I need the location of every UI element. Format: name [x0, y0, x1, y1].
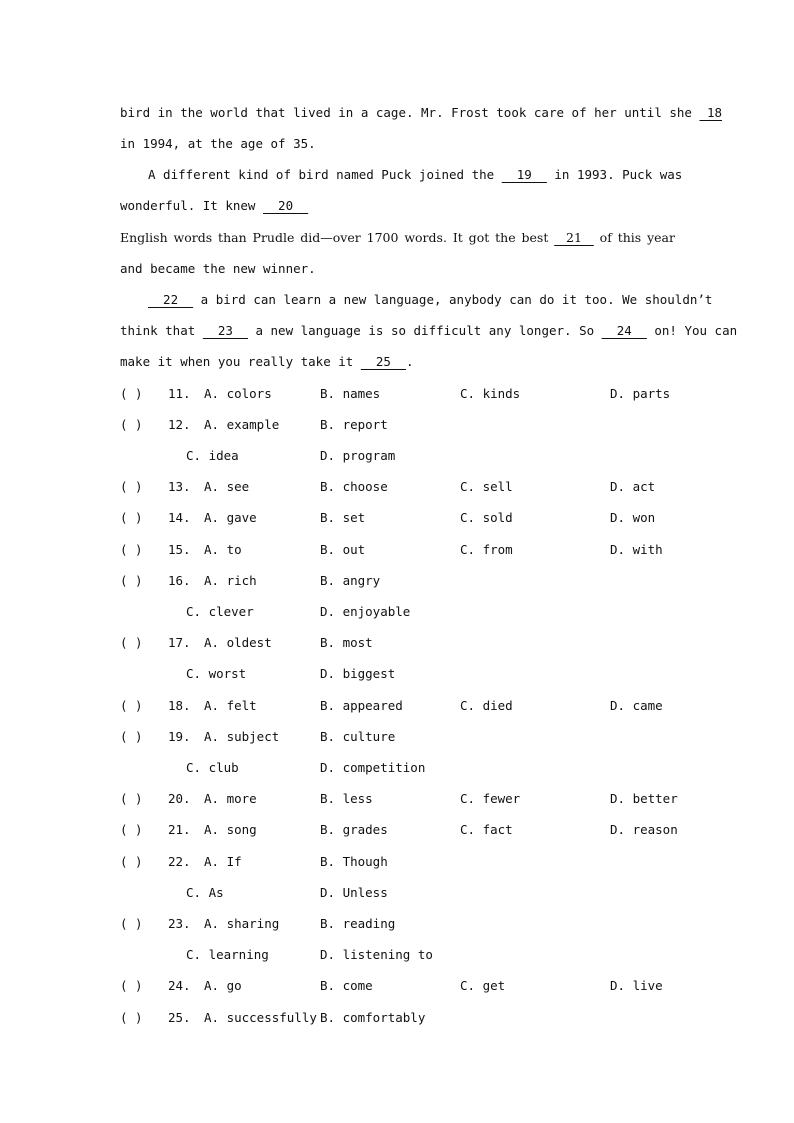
option-a: A. rich	[204, 573, 257, 588]
option-a: A. colors	[204, 386, 272, 401]
passage-line-4: wonderful. It knew 20	[120, 198, 309, 213]
option-d: D. Unless	[320, 885, 388, 900]
question-17-row-2	[120, 666, 680, 682]
answer-paren[interactable]: ( )	[120, 698, 143, 713]
question-16-row-2	[120, 604, 680, 620]
option-a: A. felt	[204, 698, 257, 713]
option-b: B. choose	[320, 479, 388, 494]
option-d: D. with	[610, 542, 663, 557]
answer-paren[interactable]: ( )	[120, 791, 143, 806]
option-b: B. come	[320, 978, 373, 993]
question-number: 23.	[168, 916, 191, 931]
option-d: D. program	[320, 448, 396, 463]
option-d: D. listening to	[320, 947, 433, 962]
option-d: D. reason	[610, 822, 678, 837]
passage-line-2: in 1994, at the age of 35.	[120, 136, 316, 151]
answer-paren[interactable]: ( )	[120, 417, 143, 432]
option-d: D. enjoyable	[320, 604, 411, 619]
answer-paren[interactable]: ( )	[120, 635, 143, 650]
option-b: B. angry	[320, 573, 381, 588]
option-c: C. As	[186, 885, 224, 900]
question-21	[120, 822, 680, 838]
question-11	[120, 386, 680, 402]
question-16	[120, 573, 680, 589]
option-d: D. parts	[610, 386, 671, 401]
answer-paren[interactable]: ( )	[120, 573, 143, 588]
question-23	[120, 916, 680, 932]
option-c: C. clever	[186, 604, 254, 619]
option-d: D. won	[610, 510, 656, 525]
answer-paren[interactable]: ( )	[120, 510, 143, 525]
question-number: 14.	[168, 510, 191, 525]
option-b: B. less	[320, 791, 373, 806]
passage-line-8: think that 23 a new language is so difficult any longer. So 24 on! You can	[120, 323, 738, 338]
option-d: D. live	[610, 978, 663, 993]
option-d: D. biggest	[320, 666, 396, 681]
answer-paren[interactable]: ( )	[120, 1010, 143, 1025]
option-b: B. most	[320, 635, 373, 650]
question-24	[120, 978, 680, 994]
answer-paren[interactable]: ( )	[120, 822, 143, 837]
passage-line-7: 22 a bird can learn a new language, anybody can do it too. We shouldn’t	[148, 292, 713, 307]
question-12	[120, 417, 680, 433]
option-b: B. appeared	[320, 698, 403, 713]
question-12-row-2	[120, 448, 680, 464]
option-c: C. fact	[460, 822, 513, 837]
option-a: A. go	[204, 978, 242, 993]
answer-paren[interactable]: ( )	[120, 854, 143, 869]
option-b: B. out	[320, 542, 366, 557]
answer-paren[interactable]: ( )	[120, 479, 143, 494]
option-c: C. died	[460, 698, 513, 713]
passage-line-5: English words than Prudle did—over 1700 words. It got the best 21 of this year	[120, 230, 675, 245]
question-15	[120, 542, 680, 558]
question-22	[120, 854, 680, 870]
answer-paren[interactable]: ( )	[120, 542, 143, 557]
option-c: C. fewer	[460, 791, 521, 806]
option-a: A. sharing	[204, 916, 280, 931]
question-19-row-2	[120, 760, 680, 776]
question-number: 22.	[168, 854, 191, 869]
option-c: C. sell	[460, 479, 513, 494]
answer-paren[interactable]: ( )	[120, 978, 143, 993]
question-22-row-2	[120, 885, 680, 901]
answer-paren[interactable]: ( )	[120, 386, 143, 401]
option-b: B. grades	[320, 822, 388, 837]
option-c: C. from	[460, 542, 513, 557]
option-a: A. to	[204, 542, 242, 557]
option-d: D. act	[610, 479, 656, 494]
passage-line-1: bird in the world that lived in a cage. Mr. Frost took care of her until she 18	[120, 105, 723, 120]
question-20	[120, 791, 680, 807]
question-number: 25.	[168, 1010, 191, 1025]
blank-19: 19	[501, 167, 547, 182]
option-c: C. learning	[186, 947, 269, 962]
question-13	[120, 479, 680, 495]
option-b: B. reading	[320, 916, 396, 931]
question-number: 15.	[168, 542, 191, 557]
option-a: A. subject	[204, 729, 280, 744]
option-b: B. set	[320, 510, 366, 525]
option-b: B. names	[320, 386, 381, 401]
option-c: C. worst	[186, 666, 247, 681]
question-number: 24.	[168, 978, 191, 993]
option-c: C. get	[460, 978, 506, 993]
question-number: 18.	[168, 698, 191, 713]
question-17	[120, 635, 680, 651]
option-d: D. competition	[320, 760, 426, 775]
passage-line-9: make it when you really take it 25 .	[120, 354, 414, 369]
option-d: D. came	[610, 698, 663, 713]
question-23-row-2	[120, 947, 680, 963]
question-number: 11.	[168, 386, 191, 401]
option-a: A. gave	[204, 510, 257, 525]
option-a: A. see	[204, 479, 250, 494]
option-a: A. oldest	[204, 635, 272, 650]
option-a: A. successfully	[204, 1010, 317, 1025]
question-number: 16.	[168, 573, 191, 588]
option-c: C. club	[186, 760, 239, 775]
question-number: 20.	[168, 791, 191, 806]
question-25	[120, 1010, 680, 1026]
question-14	[120, 510, 680, 526]
option-a: A. more	[204, 791, 257, 806]
option-c: C. idea	[186, 448, 239, 463]
blank-22: 22	[148, 292, 194, 307]
option-a: A. example	[204, 417, 280, 432]
option-a: A. If	[204, 854, 242, 869]
blank-25: 25	[360, 354, 406, 369]
question-number: 13.	[168, 479, 191, 494]
option-b: B. report	[320, 417, 388, 432]
question-number: 12.	[168, 417, 191, 432]
option-c: C. sold	[460, 510, 513, 525]
answer-paren[interactable]: ( )	[120, 916, 143, 931]
blank-23: 23	[202, 323, 248, 338]
question-number: 17.	[168, 635, 191, 650]
option-a: A. song	[204, 822, 257, 837]
blank-18: 18	[699, 105, 723, 120]
passage-line-6: and became the new winner.	[120, 261, 316, 276]
blank-24: 24	[601, 323, 647, 338]
option-b: B. comfortably	[320, 1010, 426, 1025]
question-19	[120, 729, 680, 745]
blank-20: 20	[263, 198, 309, 213]
option-c: C. kinds	[460, 386, 521, 401]
option-d: D. better	[610, 791, 678, 806]
blank-21: 21	[554, 230, 594, 245]
passage-line-3: A different kind of bird named Puck joined the 19 in 1993. Puck was	[148, 167, 683, 182]
option-b: B. culture	[320, 729, 396, 744]
question-number: 21.	[168, 822, 191, 837]
question-number: 19.	[168, 729, 191, 744]
question-18	[120, 698, 680, 714]
answer-paren[interactable]: ( )	[120, 729, 143, 744]
option-b: B. Though	[320, 854, 388, 869]
